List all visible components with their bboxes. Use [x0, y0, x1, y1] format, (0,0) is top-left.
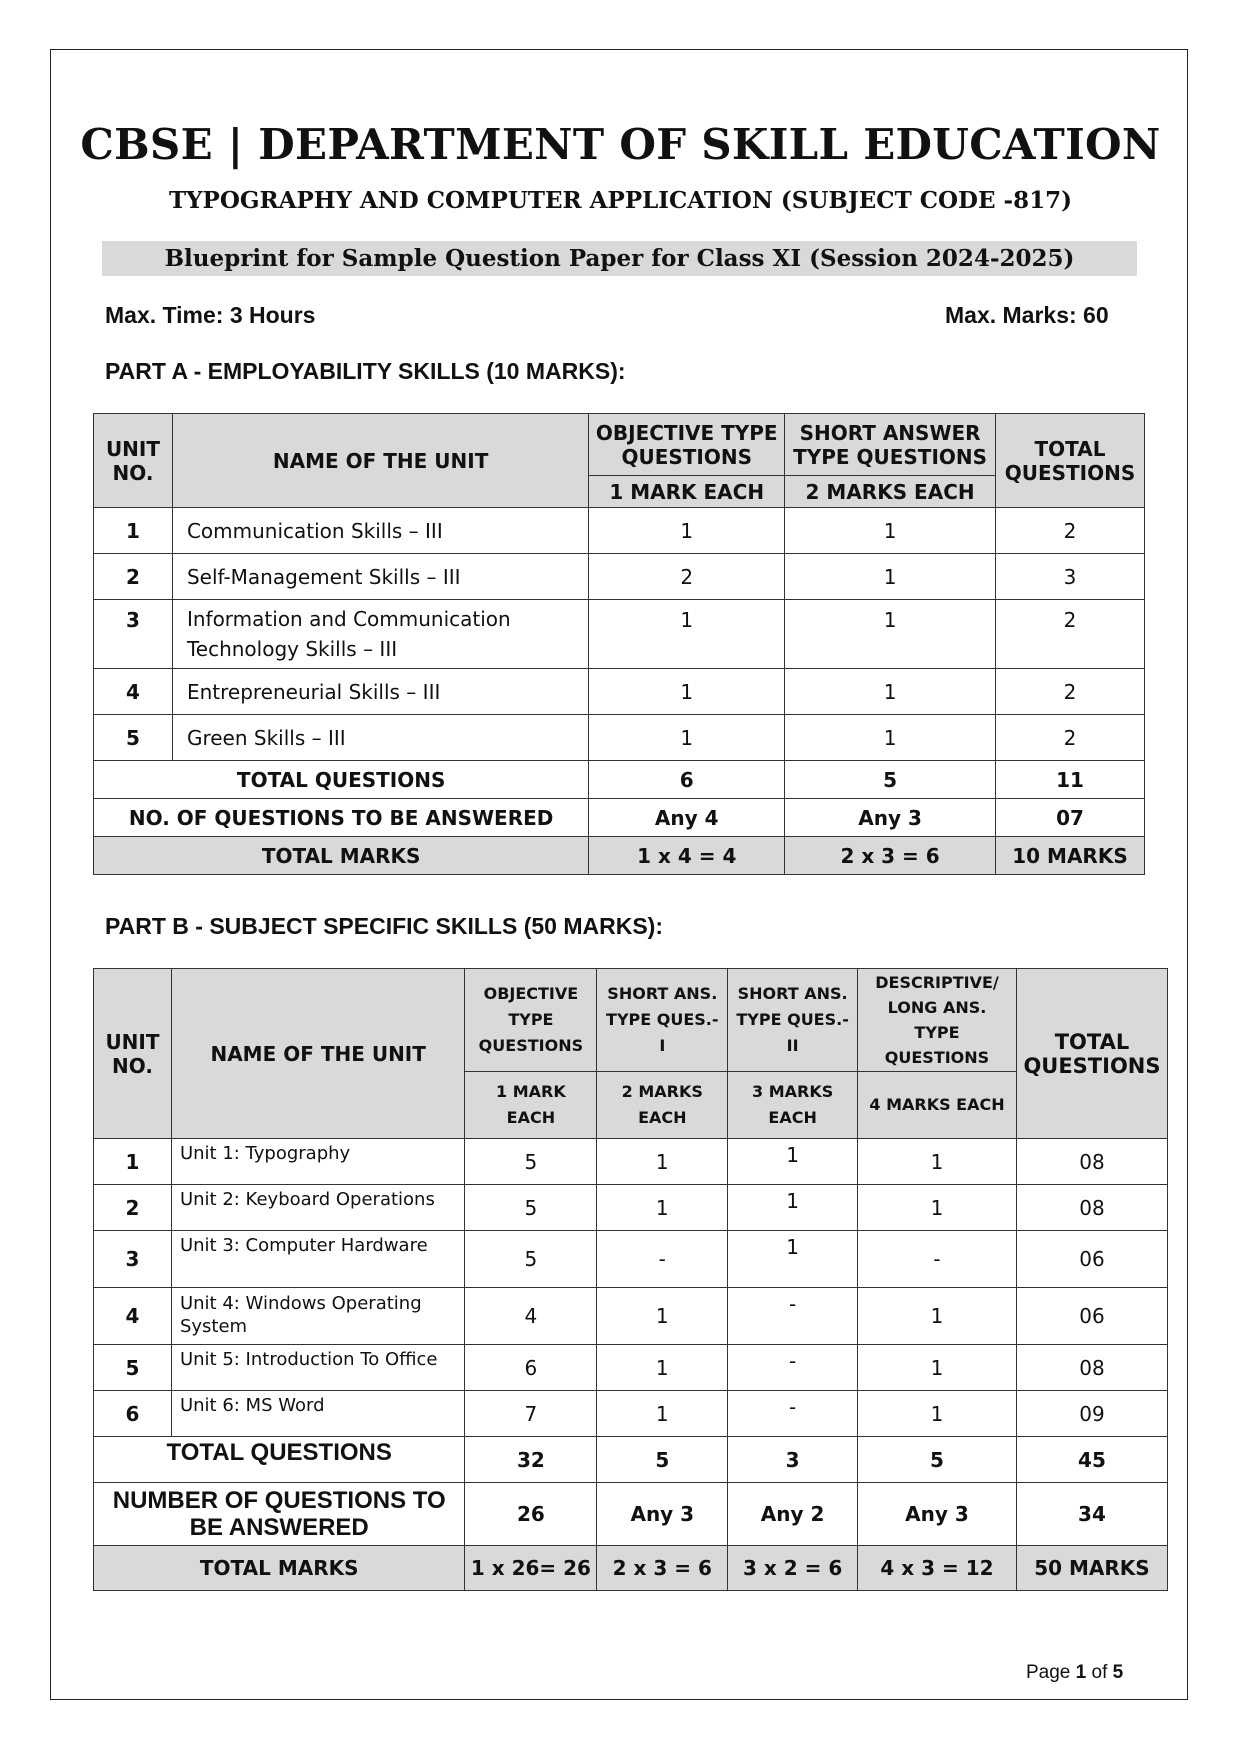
short2-count: 1 [728, 1231, 858, 1288]
header-unit-no: UNIT NO. [94, 414, 173, 508]
unit-name: Information and Communication Technology Skills – III [172, 600, 588, 669]
objective-count: 5 [465, 1139, 597, 1185]
short1-count: 1 [597, 1185, 728, 1231]
header-unit-name: NAME OF THE UNIT [171, 969, 464, 1139]
short-count: 1 [785, 600, 996, 669]
marks-objective: 1 x 4 = 4 [589, 837, 785, 875]
table-row [94, 715, 1145, 761]
header-short-2: SHORT ANS. TYPE QUES.- II [728, 969, 858, 1072]
to-answer-short: Any 3 [785, 799, 996, 837]
to-answer-label: NUMBER OF QUESTIONS TO BE ANSWERED [94, 1483, 465, 1546]
to-answer-objective: Any 4 [589, 799, 785, 837]
total-questions-label: TOTAL QUESTIONS [94, 761, 589, 799]
table-row [94, 1345, 1168, 1391]
short1-count: 1 [597, 1391, 728, 1437]
unit-name: Unit 5: Introduction To Office [171, 1345, 464, 1391]
total-count: 08 [1016, 1185, 1167, 1231]
to-answer-short2: Any 2 [728, 1483, 858, 1546]
part-b-table [93, 968, 1168, 1591]
max-marks: Max. Marks: 60 [945, 302, 1109, 328]
total-count: 06 [1016, 1231, 1167, 1288]
unit-name: Green Skills – III [172, 715, 588, 761]
header-one-mark: 1 MARK EACH [589, 476, 785, 508]
total-pages: 5 [1112, 1662, 1124, 1683]
unit-name: Unit 2: Keyboard Operations [171, 1185, 464, 1231]
unit-name: Unit 1: Typography [171, 1139, 464, 1185]
long-count: 1 [858, 1185, 1017, 1231]
long-count: 1 [858, 1288, 1017, 1345]
total-long: 5 [858, 1437, 1017, 1483]
long-count: - [858, 1231, 1017, 1288]
unit-name: Communication Skills – III [172, 508, 588, 554]
to-answer-row [94, 799, 1145, 837]
table-row [94, 1288, 1168, 1345]
header-4-marks: 4 MARKS EACH [858, 1072, 1017, 1139]
short2-count: - [728, 1288, 858, 1345]
header-1-mark: 1 MARK EACH [465, 1072, 597, 1139]
table-row [94, 508, 1145, 554]
short1-count: 1 [597, 1139, 728, 1185]
unit-no: 4 [94, 1288, 172, 1345]
unit-no: 5 [94, 715, 173, 761]
short1-count: 1 [597, 1345, 728, 1391]
total-count: 2 [995, 669, 1144, 715]
header-objective: OBJECTIVE TYPE QUESTIONS [589, 414, 785, 476]
objective-count: 1 [589, 715, 785, 761]
marks-objective: 1 x 26= 26 [465, 1546, 597, 1591]
objective-count: 1 [589, 508, 785, 554]
page-prefix: Page [1026, 1662, 1071, 1683]
header-unit-name: NAME OF THE UNIT [172, 414, 588, 508]
current-page: 1 [1075, 1662, 1087, 1683]
short2-count: - [728, 1391, 858, 1437]
marks-short: 2 x 3 = 6 [785, 837, 996, 875]
table-row [94, 554, 1145, 600]
short-count: 1 [785, 508, 996, 554]
short2-count: 1 [728, 1185, 858, 1231]
total-short: 5 [785, 761, 996, 799]
long-count: 1 [858, 1345, 1017, 1391]
objective-count: 6 [465, 1345, 597, 1391]
header-long: DESCRIPTIVE/ LONG ANS. TYPE QUESTIONS [858, 969, 1017, 1072]
to-answer-row [94, 1483, 1168, 1546]
unit-name: Unit 6: MS Word [171, 1391, 464, 1437]
part-a-heading: PART A - EMPLOYABILITY SKILLS (10 MARKS): [105, 358, 626, 384]
objective-count: 5 [465, 1231, 597, 1288]
to-answer-total: 34 [1016, 1483, 1167, 1546]
objective-count: 7 [465, 1391, 597, 1437]
to-answer-short1: Any 3 [597, 1483, 728, 1546]
unit-name: Self-Management Skills – III [172, 554, 588, 600]
short-count: 1 [785, 715, 996, 761]
header-total: TOTAL QUESTIONS [995, 414, 1144, 508]
unit-no: 1 [94, 1139, 172, 1185]
long-count: 1 [858, 1391, 1017, 1437]
total-objective: 6 [589, 761, 785, 799]
marks-short1: 2 x 3 = 6 [597, 1546, 728, 1591]
to-answer-long: Any 3 [858, 1483, 1017, 1546]
short2-count: - [728, 1345, 858, 1391]
total-overall: 45 [1016, 1437, 1167, 1483]
max-time: Max. Time: 3 Hours [105, 302, 316, 328]
part-a-table [93, 413, 1145, 875]
short1-count: 1 [597, 1288, 728, 1345]
marks-total: 10 MARKS [995, 837, 1144, 875]
marks-short2: 3 x 2 = 6 [728, 1546, 858, 1591]
total-objective: 32 [465, 1437, 597, 1483]
marks-total: 50 MARKS [1016, 1546, 1167, 1591]
table-row [94, 1231, 1168, 1288]
total-marks-row [94, 1546, 1168, 1591]
objective-count: 1 [589, 600, 785, 669]
header-2-marks: 2 MARKS EACH [597, 1072, 728, 1139]
unit-name: Unit 3: Computer Hardware [171, 1231, 464, 1288]
header-two-marks: 2 MARKS EACH [785, 476, 996, 508]
total-marks-label: TOTAL MARKS [94, 837, 589, 875]
short-count: 1 [785, 669, 996, 715]
unit-no: 2 [94, 554, 173, 600]
unit-name: Unit 4: Windows Operating System [171, 1288, 464, 1345]
unit-no: 3 [94, 1231, 172, 1288]
unit-no: 1 [94, 508, 173, 554]
table-row [94, 600, 1145, 669]
table-row [94, 669, 1145, 715]
page-of: of [1091, 1662, 1108, 1683]
unit-no: 2 [94, 1185, 172, 1231]
objective-count: 4 [465, 1288, 597, 1345]
page-number [1026, 1662, 1123, 1684]
total-questions-label: TOTAL QUESTIONS [94, 1437, 465, 1483]
objective-count: 2 [589, 554, 785, 600]
total-count: 2 [995, 600, 1144, 669]
marks-long: 4 x 3 = 12 [858, 1546, 1017, 1591]
total-marks-label: TOTAL MARKS [94, 1546, 465, 1591]
blueprint-banner: Blueprint for Sample Question Paper for Class XI (Session 2024-2025) [102, 241, 1137, 276]
subject-title: TYPOGRAPHY AND COMPUTER APPLICATION (SUBJECT CODE -817) [169, 187, 1072, 214]
total-count: 06 [1016, 1288, 1167, 1345]
total-short2: 3 [728, 1437, 858, 1483]
total-count: 3 [995, 554, 1144, 600]
short1-count: - [597, 1231, 728, 1288]
total-marks-row [94, 837, 1145, 875]
short2-count: 1 [728, 1139, 858, 1185]
total-questions-row [94, 761, 1145, 799]
header-unit-no: UNIT NO. [94, 969, 172, 1139]
to-answer-total: 07 [995, 799, 1144, 837]
total-count: 2 [995, 715, 1144, 761]
table-row [94, 1391, 1168, 1437]
header-total: TOTAL QUESTIONS [1016, 969, 1167, 1139]
unit-no: 3 [94, 600, 173, 669]
unit-no: 6 [94, 1391, 172, 1437]
short-count: 1 [785, 554, 996, 600]
to-answer-label: NO. OF QUESTIONS TO BE ANSWERED [94, 799, 589, 837]
objective-count: 5 [465, 1185, 597, 1231]
table-row [94, 1139, 1168, 1185]
long-count: 1 [858, 1139, 1017, 1185]
header-short-1: SHORT ANS. TYPE QUES.- I [597, 969, 728, 1072]
total-overall: 11 [995, 761, 1144, 799]
objective-count: 1 [589, 669, 785, 715]
total-short1: 5 [597, 1437, 728, 1483]
unit-no: 4 [94, 669, 173, 715]
table-row [94, 1185, 1168, 1231]
total-count: 08 [1016, 1345, 1167, 1391]
total-count: 2 [995, 508, 1144, 554]
unit-name: Entrepreneurial Skills – III [172, 669, 588, 715]
total-count: 09 [1016, 1391, 1167, 1437]
total-questions-row [94, 1437, 1168, 1483]
header-3-marks: 3 MARKS EACH [728, 1072, 858, 1139]
to-answer-objective: 26 [465, 1483, 597, 1546]
header-short-answer: SHORT ANSWER TYPE QUESTIONS [785, 414, 996, 476]
total-count: 08 [1016, 1139, 1167, 1185]
page-title: CBSE | DEPARTMENT OF SKILL EDUCATION [80, 120, 1161, 169]
header-objective: OBJECTIVE TYPE QUESTIONS [465, 969, 597, 1072]
unit-no: 5 [94, 1345, 172, 1391]
part-b-heading: PART B - SUBJECT SPECIFIC SKILLS (50 MARKS): [105, 913, 663, 939]
